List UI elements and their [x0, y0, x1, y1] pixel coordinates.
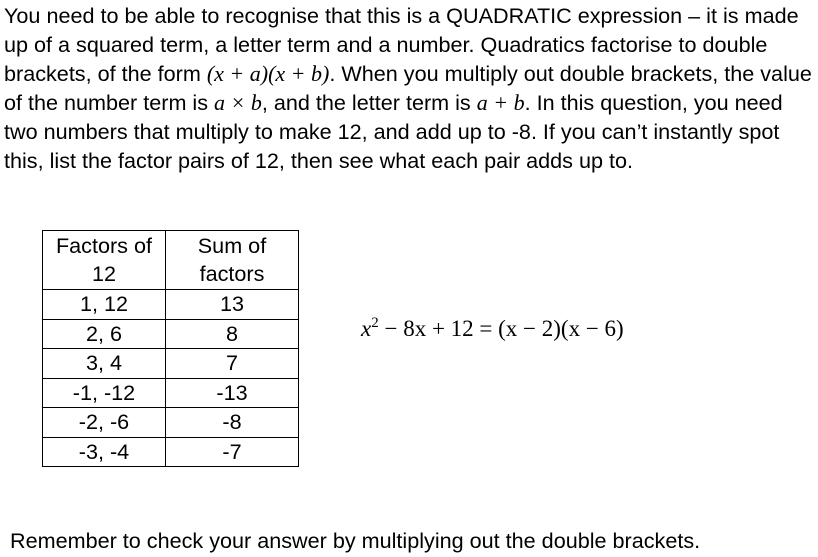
intro-text-4: . In this question, you need two numbers that multiply to make 12, and add up to -8. If you can’t instantly spot this, list the factor pairs of 12, then see what each pair adds up to.: [4, 90, 783, 173]
sum-cell: 13: [166, 290, 299, 320]
factor-pairs-table: [42, 230, 299, 467]
sum-cell: -13: [166, 378, 299, 408]
intro-text-2: . When you multiply out double brackets, the value of the number term is: [4, 61, 812, 115]
factorised-equation: [361, 316, 624, 342]
sum-cell: -8: [166, 408, 299, 438]
sum-expression: a + b: [476, 90, 525, 115]
sum-cell: 7: [166, 349, 299, 379]
factor-pair-cell: -3, -4: [43, 437, 166, 467]
double-bracket-form: (x + a)(x + b): [206, 61, 330, 86]
product-expression: a × b: [214, 90, 262, 115]
factor-pair-cell: 2, 6: [43, 319, 166, 349]
check-answer-note: Remember to check your answer by multiplying out the double brackets.: [10, 528, 701, 553]
factor-pair-cell: 1, 12: [43, 290, 166, 320]
intro-text-3: , and the letter term is: [261, 90, 477, 115]
table-row: [43, 437, 299, 467]
explanation-paragraph: [4, 1, 816, 175]
table-row: [43, 290, 299, 320]
header-sum: Sum of factors: [166, 231, 299, 290]
equation-exponent: 2: [371, 315, 379, 331]
factor-pair-cell: -1, -12: [43, 378, 166, 408]
factor-pair-cell: -2, -6: [43, 408, 166, 438]
equation-variable: x: [361, 316, 372, 341]
table-row: [43, 319, 299, 349]
table-row: [43, 349, 299, 379]
sum-cell: 8: [166, 319, 299, 349]
table-header-row: [43, 231, 299, 290]
intro-text-1: You need to be able to recognise that this is a QUADRATIC expression – it is made up of a squared term, a letter term and a number. Quadratics factorise to double brackets, of the form: [4, 3, 799, 86]
table-row: [43, 378, 299, 408]
header-factors: Factors of 12: [43, 231, 166, 290]
table-row: [43, 408, 299, 438]
factor-pair-cell: 3, 4: [43, 349, 166, 379]
equation-rest: − 8x + 12 = (x − 2)(x − 6): [378, 316, 624, 341]
sum-cell: -7: [166, 437, 299, 467]
